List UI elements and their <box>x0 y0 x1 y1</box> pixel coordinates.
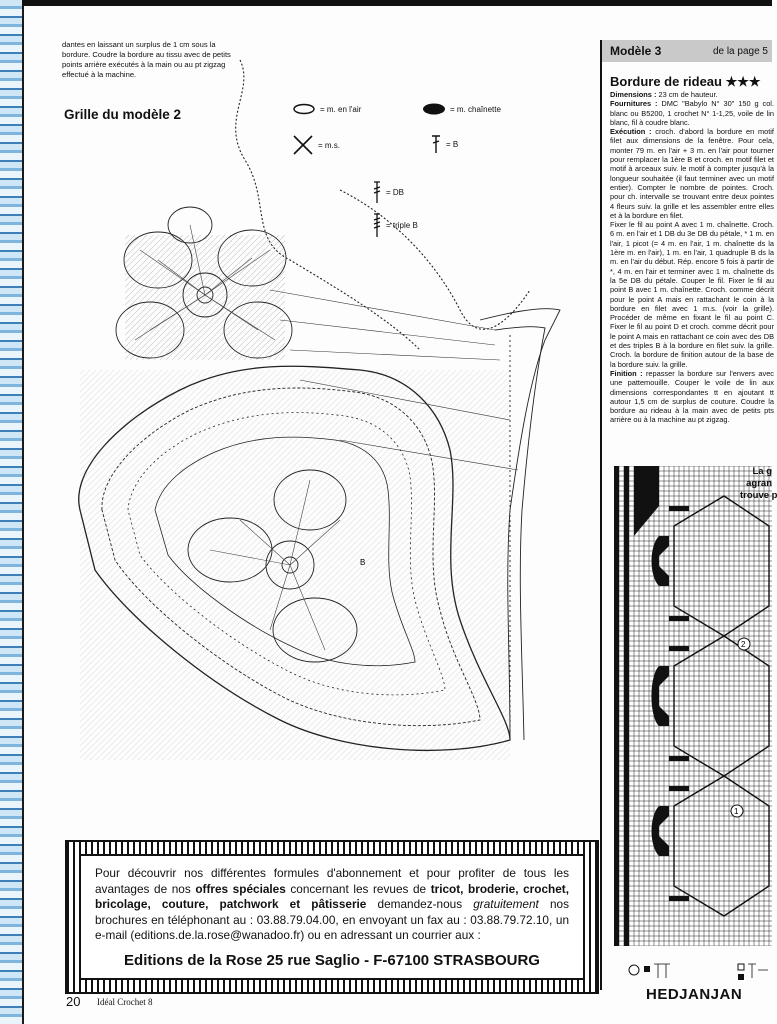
chart-caption <box>740 466 777 502</box>
finition-value: repasser la bordure sur l'envers avec une pattemouille. Couper le voile de lin aux dimensions correspondantes tt en ajoutant tt autour 1,5 cm de surplus de couture. Coudre la bordure au rideau à la main avec de petits pts arrière ou à la machine au pt zigzag. <box>610 368 774 425</box>
model-header-bar <box>602 40 772 62</box>
chain-stitch-icon <box>292 103 316 115</box>
column-divider <box>600 40 602 990</box>
ad-text-3: demandez-nous <box>366 897 474 911</box>
double-crochet-icon <box>430 134 442 154</box>
chart-marker-2: 2 <box>741 640 746 649</box>
page-reference: de la page 5 <box>712 45 768 57</box>
chart-legend-symbols-icon <box>628 960 772 986</box>
chart-caption-line-2: agran <box>746 478 772 489</box>
flower-cluster-top <box>116 207 292 360</box>
legend-dtr-label: = DB <box>386 187 405 197</box>
grid-title: Grille du modèle 2 <box>64 107 182 122</box>
ad-text-2: concernant les revues de <box>285 881 431 896</box>
execution-value: croch. d'abord la bordure en motif filet aux dimensions de la fenêtre. Pour cela, monter 79 m. en l'air + 3 m. en l'air pour tourner pour remplacer la 1ère B et croch. en motif filet et motif à arceaux suiv. le motif à compter jusqu'à la longueur souhaitée (il faut terminer avec un motif entier). Compter le nombre de pointes. Croch. pour ch. intervalle se trouvant entre deux pointes 4 fleurs suiv. la grille et les assembler entre elles et à la bordure en filet. <box>610 127 774 220</box>
model-title: Bordure de rideau ★★★ <box>610 74 761 89</box>
legend-chain-label: = m. en l'air <box>320 104 362 114</box>
filet-chart <box>614 466 777 946</box>
main-motif <box>79 366 510 760</box>
slip-stitch-icon <box>422 103 446 115</box>
ad-address: Editions de la Rose 25 rue Saglio - F-67100 STRASBOURG <box>124 951 540 969</box>
ad-box <box>65 840 599 994</box>
ad-text-1: Pour découvrir nos différentes formules d'abonnement et pour profiter de tous les avantages de nos <box>95 866 569 896</box>
single-crochet-icon <box>292 134 314 156</box>
page-binding-edge <box>0 0 24 1024</box>
ad-text-4: nos brochures en téléphonant au : 03.88.79.04.00, en envoyant un fax au : 03.88.79.72.10, un e-mail (editions.de.la.rose@wanadoo.fr) ou en adressant un courrier aux : <box>95 897 569 942</box>
crochet-diagram <box>40 180 580 840</box>
dimensions-value: 23 cm de hauteur. <box>656 90 718 99</box>
top-rule <box>22 0 772 6</box>
instructions-paragraph-2: Fixer le fil au point A avec 1 m. chaînette. Croch. 6 m. en l'air et 1 DB du 3e DB du pétale, * 1 m. en l'air, 1 picot (= 4 m. en l'air, 1 m. chaînette ds la 1ère m. en l'air), 1 m. en l'air, 1 quadruple B ds la m. en l'air du début. Rép. encore 5 fois à partir de *, 4 m. en l'air et terminer avec 1 m. chaînette ds la 5e DB du pétale. Couper le fil. Fixer le fil au point B avec 1 m. chaînette. Croch. comme décrit pour le point A mais en rattachant le coin à la bordure en filet avec 1 m.s. (voir la grille). Procéder de même en fixant le fil au point C. Fixer le fil au point D et croch. comme décrit pour le point A mais en rattachant ce coin avec des DB et des triples B à la bordure en filet suiv. la grille. Croch. la bordure de finition autour de la base de la bordure suiv. la grille. <box>610 220 774 369</box>
legend-dc-label: = B <box>446 139 459 149</box>
watermark: HEDJANJAN <box>646 986 743 1003</box>
legend-sc-label: = m.s. <box>318 140 341 150</box>
page-number: 20 <box>66 994 81 1009</box>
chart-caption-line-1: La g <box>752 466 772 477</box>
legend-sc <box>292 134 340 156</box>
legend-chain <box>292 103 361 115</box>
chart-symbol-legend <box>628 960 772 986</box>
ad-italic-1: gratuitement <box>473 897 539 911</box>
model-label: Modèle 3 <box>610 44 662 58</box>
legend-dc <box>430 134 458 154</box>
legend-slip <box>422 103 501 115</box>
legend-slip-label: = m. chaînette <box>450 104 501 114</box>
fournitures-value: DMC "Babylo N° 30" 150 g col. blanc ou B5200, 1 crochet N° 1-1,25, voile de lin blanc, fil à coudre blanc. <box>610 99 775 127</box>
ad-text <box>95 866 569 944</box>
execution-label: Exécution : <box>610 127 652 137</box>
diagram-label-b: B <box>360 558 366 567</box>
dimensions-label: Dimensions : <box>610 90 657 99</box>
legend-triple-label: = triple B <box>386 220 418 230</box>
magazine-name: Idéal Crochet 8 <box>97 997 153 1007</box>
fournitures-label: Fournitures : <box>610 99 658 109</box>
chart-marker-1: 1 <box>734 807 739 816</box>
instructions-text <box>610 90 774 446</box>
ad-bold-1: offres spéciales <box>195 881 286 896</box>
ad-bold-2: tricot, broderie, crochet, bricolage, couture, patchwork et pâtisserie <box>95 881 569 911</box>
ad-inner <box>79 854 585 980</box>
chart-caption-line-3: trouve p <box>740 490 777 501</box>
finition-label: Finition : <box>610 368 643 378</box>
intro-text: dantes en laissant un surplus de 1 cm sous la bordure. Coudre la bordure au tissu avec de petits points arrière exécutés à la main ou au pt zigzag effectué à la machine. <box>62 40 231 79</box>
